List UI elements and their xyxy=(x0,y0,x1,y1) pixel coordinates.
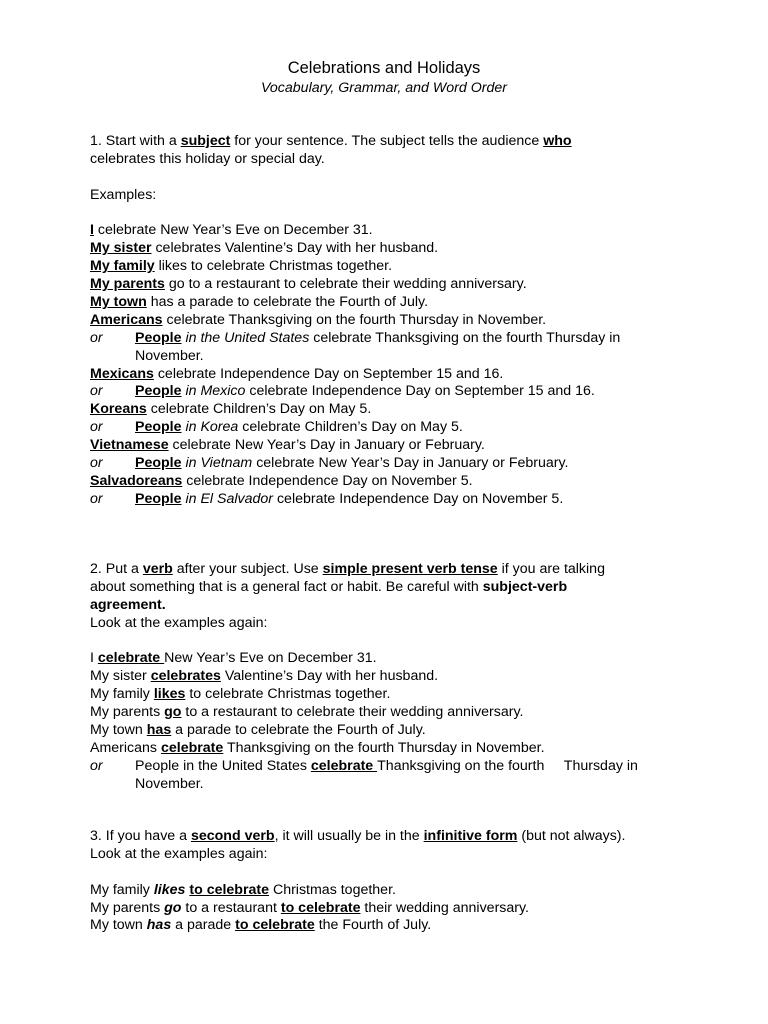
example-line xyxy=(90,437,690,455)
example-line xyxy=(90,740,690,758)
keyword-subject-verb: subject-verb xyxy=(482,578,568,595)
subject-word: Mexicans xyxy=(90,365,154,382)
text: Americans xyxy=(90,739,161,756)
example-line-alt xyxy=(90,330,690,348)
example-line xyxy=(90,312,690,330)
subject-word: My sister xyxy=(90,240,152,257)
or-label: or xyxy=(90,757,103,774)
example-line xyxy=(90,258,690,276)
subject-word: My parents xyxy=(90,276,165,293)
example-line xyxy=(90,722,690,740)
text: , it will usually be in the xyxy=(274,828,424,844)
section-1-instruction-line-1 xyxy=(90,133,690,151)
example-line xyxy=(90,401,690,419)
text: Thanksgiving on the fourth Thursday in November. xyxy=(223,739,545,756)
section-2-instruction-line-3: agreement. xyxy=(90,596,166,613)
verb-word: celebrate xyxy=(160,739,224,756)
verb-word: celebrates xyxy=(150,668,221,685)
subject-word: Vietnamese xyxy=(90,437,169,454)
verb-word: has xyxy=(146,917,172,934)
or-label: or xyxy=(90,329,103,346)
keyword-simple-present: simple present verb tense xyxy=(322,561,498,577)
text: has a parade to celebrate the Fourth of July. xyxy=(146,294,429,311)
infinitive-word: to celebrate xyxy=(280,899,361,916)
text: 3. If you have a xyxy=(90,828,191,844)
or-label: or xyxy=(90,455,103,472)
text: celebrate Independence Day on November 5. xyxy=(273,490,564,507)
text: 1. Start with a xyxy=(90,133,181,149)
example-line xyxy=(90,704,690,722)
keyword-who: who xyxy=(543,133,572,149)
section-3-instruction-line-2: Look at the examples again: xyxy=(90,845,268,862)
text: the Fourth of July. xyxy=(314,917,432,934)
text: People in the United States xyxy=(135,757,311,774)
text: likes to celebrate Christmas together. xyxy=(154,258,393,275)
section-2-instruction-line-1 xyxy=(90,561,690,579)
text: in Mexico xyxy=(181,383,246,400)
document-title: Celebrations and Holidays xyxy=(287,59,481,77)
or-label: or xyxy=(90,419,103,436)
example-line xyxy=(90,222,690,240)
text: celebrates Valentine’s Day with her husband. xyxy=(151,240,439,257)
text: (but not always). xyxy=(517,828,626,844)
subject-word: Salvadoreans xyxy=(90,472,183,489)
text: My parents xyxy=(90,704,165,721)
example-line-alt xyxy=(90,758,690,776)
keyword-verb: verb xyxy=(142,561,173,577)
text: My sister xyxy=(90,668,151,685)
subject-word: People xyxy=(135,329,182,346)
verb-word: has xyxy=(146,722,172,739)
text: celebrate New Year’s Day in January or February. xyxy=(168,437,485,454)
section-3 xyxy=(90,828,690,935)
subject-word: My family xyxy=(90,258,155,275)
example-line xyxy=(90,240,690,258)
verb-word: go xyxy=(164,704,182,721)
example-line-alt xyxy=(90,455,690,473)
text: I xyxy=(90,650,98,667)
example-line-continued: November. xyxy=(135,347,204,364)
subject-word: People xyxy=(135,383,182,400)
section-1-instruction-line-2: celebrates this holiday or special day. xyxy=(90,150,325,167)
text: for your sentence. The subject tells the audience xyxy=(230,133,544,149)
text: My family xyxy=(90,881,154,898)
text: after your subject. Use xyxy=(172,561,323,577)
subject-word: I xyxy=(90,222,94,239)
text: celebrate Thanksgiving on the fourth Thursday in November. xyxy=(162,311,547,328)
text: celebrate New Year’s Day in January or February. xyxy=(252,455,569,472)
subject-word: Koreans xyxy=(90,401,147,418)
text: about something that is a general fact or habit. Be careful with xyxy=(90,578,483,595)
text: a parade to celebrate the Fourth of July. xyxy=(171,722,426,739)
subject-word: People xyxy=(135,419,182,436)
text: celebrate New Year’s Eve on December 31. xyxy=(93,222,373,239)
text: 2. Put a xyxy=(90,561,143,577)
or-label: or xyxy=(90,383,103,400)
section-2-instruction-line-2 xyxy=(90,579,690,597)
infinitive-word: to celebrate xyxy=(189,881,269,898)
infinitive-word: to celebrate xyxy=(235,917,315,934)
verb-word: celebrate xyxy=(310,757,378,774)
verb-word: go xyxy=(164,899,182,916)
text: My family xyxy=(90,686,154,703)
section-1 xyxy=(90,133,690,509)
example-line xyxy=(90,686,690,704)
subject-word: My town xyxy=(90,294,147,311)
example-line xyxy=(90,917,690,935)
subject-word: People xyxy=(135,455,182,472)
subject-word: People xyxy=(135,490,182,507)
text: a parade xyxy=(171,917,236,934)
text: New Year’s Eve on December 31. xyxy=(164,650,377,667)
or-label: or xyxy=(90,490,103,507)
text: to celebrate Christmas together. xyxy=(185,686,391,703)
example-line xyxy=(90,900,690,918)
keyword-infinitive-form: infinitive form xyxy=(423,828,518,844)
verb-word: celebrate xyxy=(97,650,165,667)
example-line-alt xyxy=(90,419,690,437)
text: Thanksgiving on the fourth Thursday in xyxy=(377,757,638,774)
example-line xyxy=(90,276,690,294)
text: if you are talking xyxy=(497,561,605,577)
verb-word: likes xyxy=(153,881,186,898)
example-line-alt xyxy=(90,383,690,401)
text: Valentine’s Day with her husband. xyxy=(220,668,439,685)
text: in Vietnam xyxy=(181,455,253,472)
keyword-second-verb: second verb xyxy=(190,828,275,844)
section-2 xyxy=(90,561,690,794)
text: My town xyxy=(90,917,147,934)
document-subtitle: Vocabulary, Grammar, and Word Order xyxy=(260,80,507,96)
text: celebrate Children’s Day on May 5. xyxy=(146,401,372,418)
example-line-alt xyxy=(90,491,690,509)
keyword-subject: subject xyxy=(180,133,231,149)
text: Christmas together. xyxy=(269,881,396,898)
example-line xyxy=(90,294,690,312)
text: celebrate Children’s Day on May 5. xyxy=(238,419,463,436)
text: celebrate Independence Day on September 15 and 16. xyxy=(245,383,595,400)
text: My town xyxy=(90,722,147,739)
text: celebrate Independence Day on September 15 and 16. xyxy=(153,365,504,382)
text: in Korea xyxy=(181,419,239,436)
examples-label: Examples: xyxy=(90,186,157,203)
text: to a restaurant xyxy=(181,899,281,916)
text: celebrate Thanksgiving on the fourth Thursday in xyxy=(309,329,621,346)
example-line xyxy=(90,668,690,686)
text: in El Salvador xyxy=(181,490,274,507)
example-line xyxy=(90,366,690,384)
section-3-instruction-line-1 xyxy=(90,828,690,846)
subject-word: Americans xyxy=(90,311,163,328)
text: their wedding anniversary. xyxy=(360,899,529,916)
example-line xyxy=(90,473,690,491)
example-line xyxy=(90,650,690,668)
text: celebrate Independence Day on November 5. xyxy=(182,472,473,489)
text: to a restaurant to celebrate their wedding anniversary. xyxy=(181,704,524,721)
verb-word: likes xyxy=(153,686,186,703)
text: My parents xyxy=(90,899,165,916)
example-line-continued: November. xyxy=(135,775,204,792)
text: go to a restaurant to celebrate their wedding anniversary. xyxy=(164,276,527,293)
example-line xyxy=(90,882,690,900)
section-2-instruction-line-4: Look at the examples again: xyxy=(90,614,268,631)
text: in the United States xyxy=(181,329,310,346)
